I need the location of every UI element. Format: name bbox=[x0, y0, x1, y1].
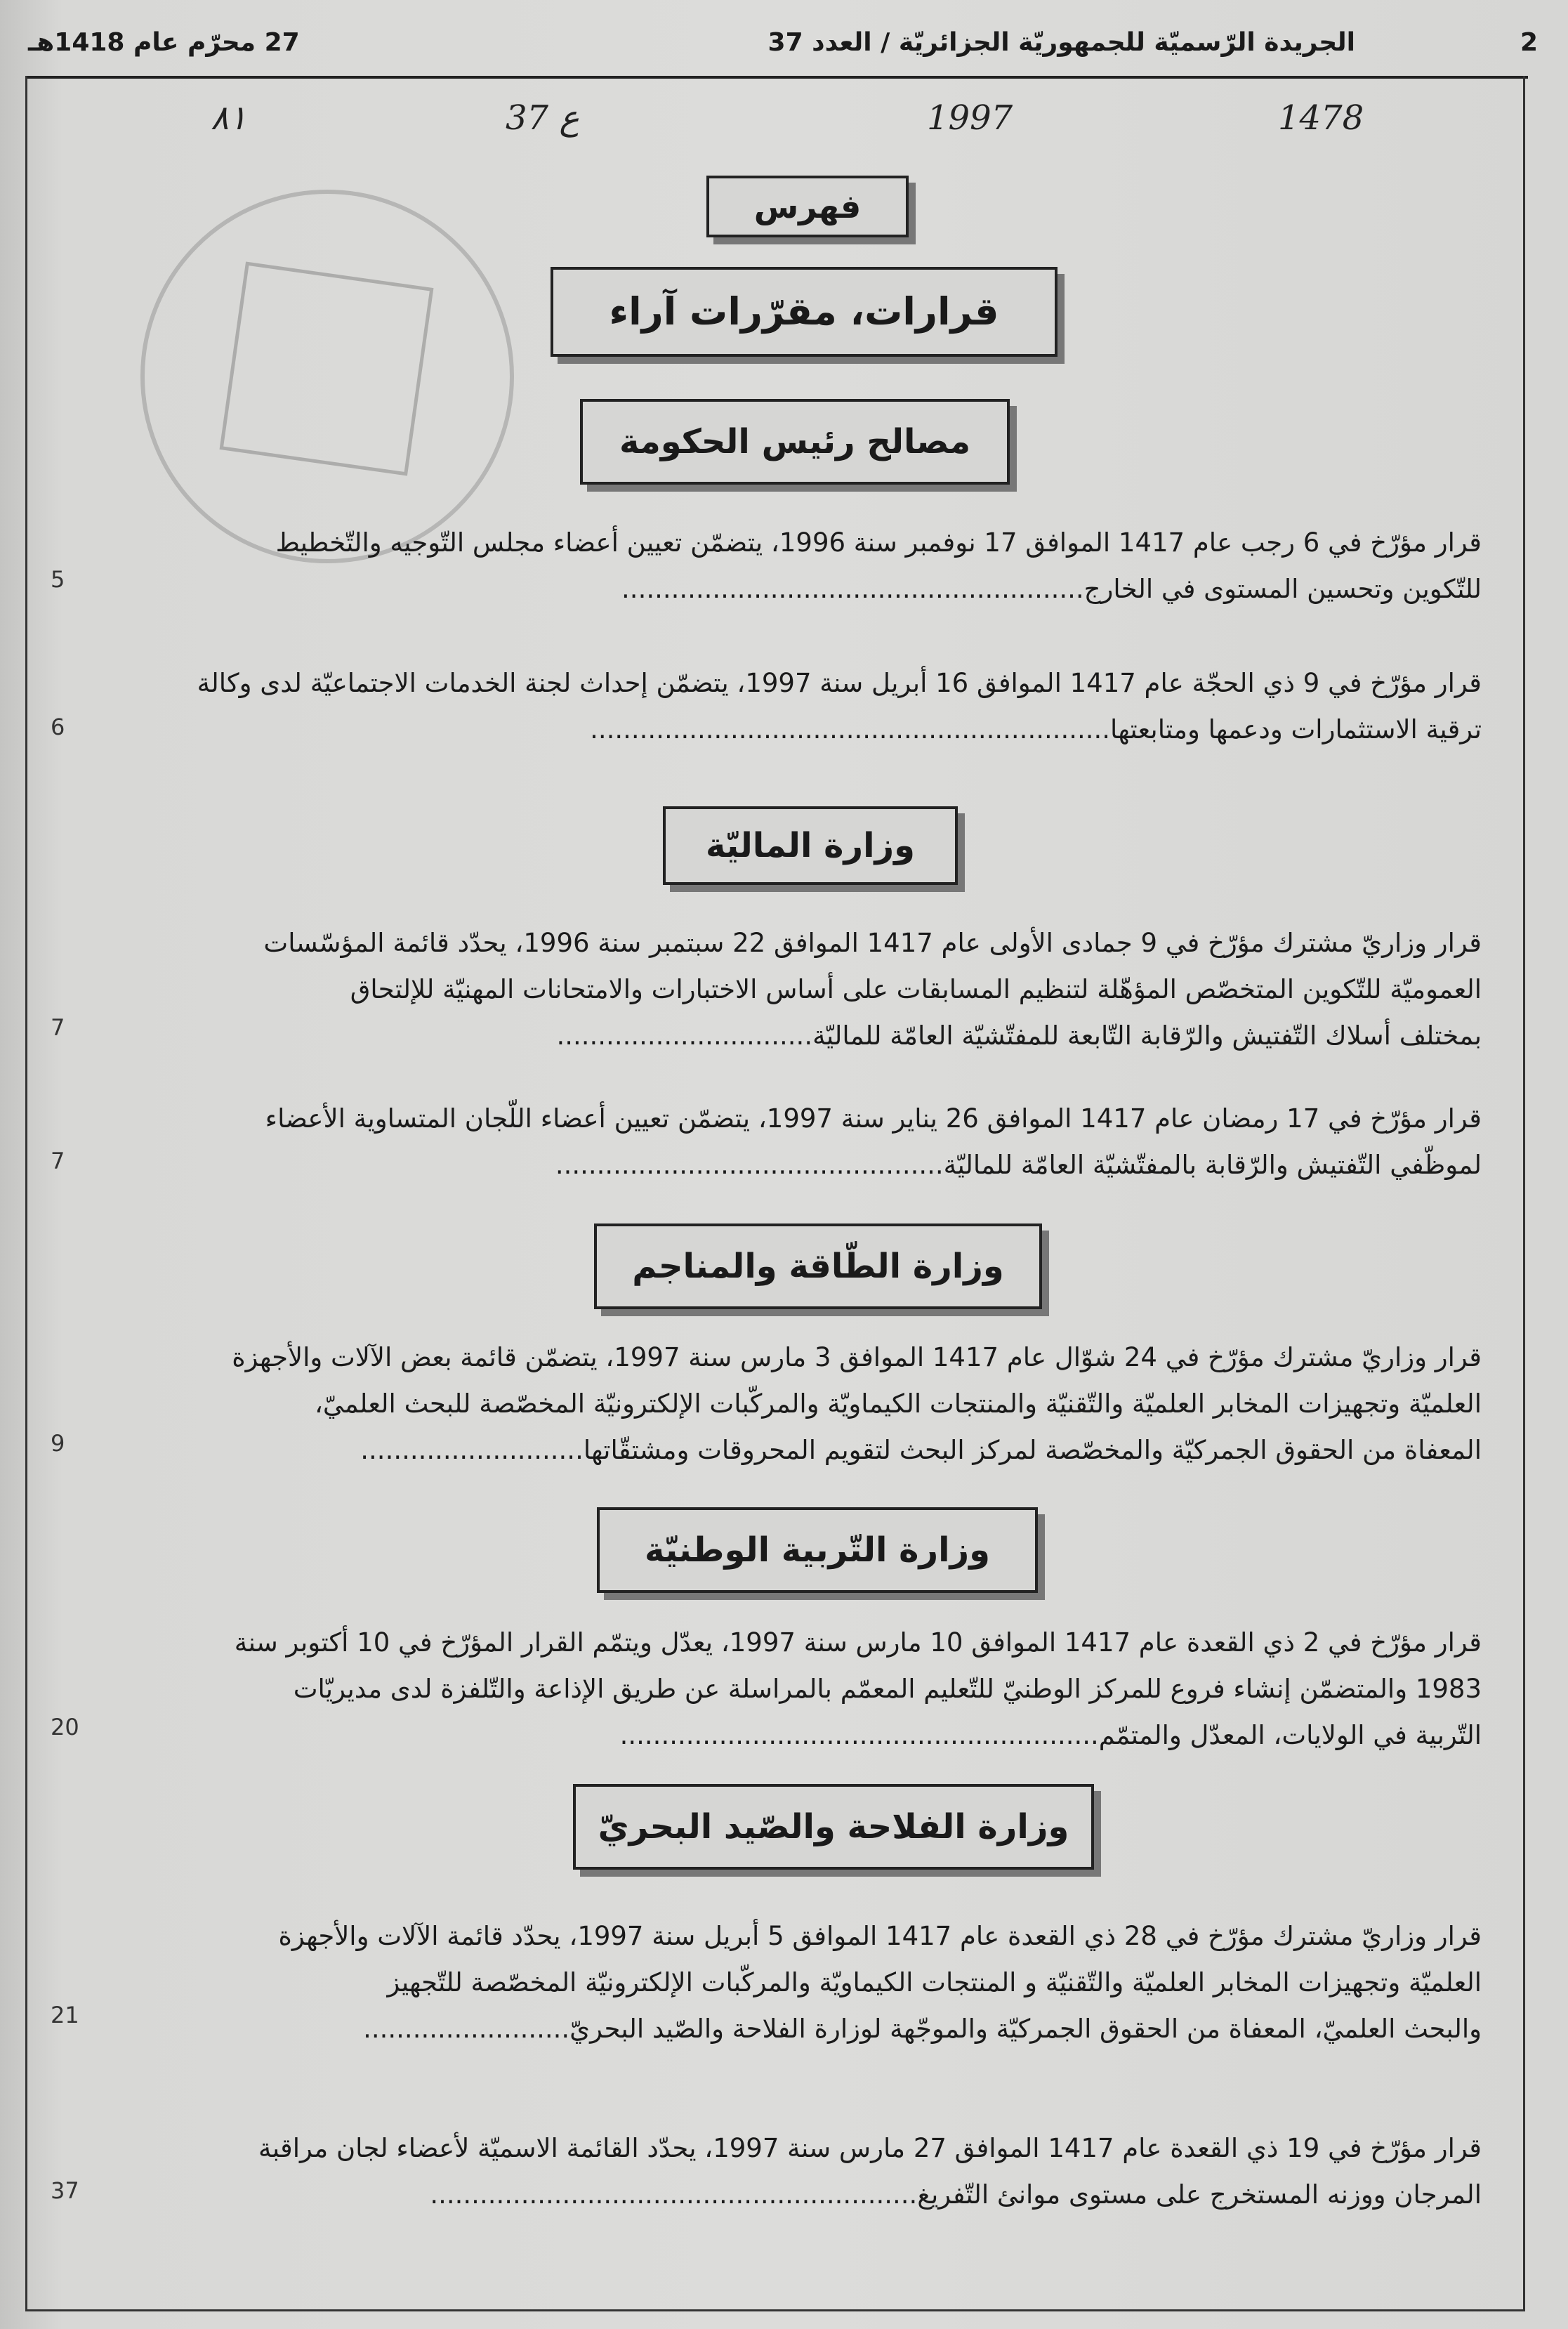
entry-line: المعفاة من الحقوق الجمركيّة والمخصّصة لمركز البحث لتقويم المحروقات ومشتقّاتها........................... bbox=[360, 1435, 1482, 1465]
entry-line: بمختلف أسلاك التّفتيش والرّقابة التّابعة للمفتّشيّة العامّة للماليّة............................... bbox=[556, 1021, 1482, 1051]
entry-page-number: 20 bbox=[51, 1714, 79, 1740]
entry-line: قرار وزاريّ مشترك مؤرّخ في 28 ذي القعدة عام 1417 الموافق 5 أبريل سنة 1997، يحدّد قائمة الآلات والأجهزة bbox=[278, 1921, 1482, 1951]
entry-line: والبحث العلميّ، المعفاة من الحقوق الجمركيّة والموجّهة لوزارة الفلاحة والصّيد البحريّ......................... bbox=[363, 2014, 1482, 2044]
entry-page-number: 5 bbox=[51, 566, 65, 593]
entry-line: ترقية الاستثمارات ودعمها ومتابعتها............................................................... bbox=[590, 714, 1482, 744]
entry-page-number: 6 bbox=[51, 714, 65, 740]
entry-line: قرار مؤرّخ في 2 ذي القعدة عام 1417 الموافق 10 مارس سنة 1997، يعدّل ويتمّم القرار المؤرّخ في 10 أكتوبر سنة bbox=[234, 1627, 1482, 1658]
toc-entry bbox=[133, 920, 1482, 1059]
entry-page-number: 7 bbox=[51, 1148, 65, 1174]
entry-page-number: 37 bbox=[51, 2177, 79, 2204]
section-title: وزارة الفلاحة والصّيد البحريّ bbox=[598, 1807, 1069, 1846]
handwritten-year: 1997 bbox=[927, 98, 1013, 138]
entry-line: قرار مؤرّخ في 19 ذي القعدة عام 1417 الموافق 27 مارس سنة 1997، يحدّد القائمة الاسميّة لأعضاء لجان مراقبة bbox=[258, 2133, 1482, 2163]
issue-date: 27 محرّم عام 1418هـ bbox=[28, 28, 300, 57]
entry-line: العلميّة وتجهيزات المخابر العلميّة والتّقنيّة و المنتجات الكيماويّة والمركّبات الإلكترونيّة المخصّصة للتّجهيز bbox=[387, 1967, 1482, 1997]
toc-title-box bbox=[706, 176, 909, 237]
main-heading-box bbox=[551, 267, 1058, 357]
toc-title: فهرس bbox=[753, 188, 862, 225]
toc-entry bbox=[133, 2125, 1482, 2218]
section-title-box bbox=[597, 1507, 1038, 1593]
section-title-box bbox=[573, 1784, 1094, 1870]
entry-page-number: 7 bbox=[51, 1014, 65, 1041]
section-title: وزارة الطّاقة والمناجم bbox=[632, 1247, 1004, 1286]
entry-line: العلميّة وتجهيزات المخابر العلميّة والتّقنيّة والمنتجات الكيماويّة والمركّبات الإلكترونيّة المخصّصة للبحث العلميّ، bbox=[314, 1389, 1482, 1419]
entry-line: لموظّفي التّفتيش والرّقابة بالمفتّشيّة العامّة للماليّة............................................... bbox=[555, 1150, 1482, 1180]
toc-entry bbox=[133, 1620, 1482, 1759]
section-title-box bbox=[580, 399, 1010, 485]
section-title: وزارة التّربية الوطنيّة bbox=[644, 1530, 991, 1570]
toc-entry bbox=[133, 1913, 1482, 2052]
section-title-box bbox=[663, 806, 958, 885]
page-number: 2 bbox=[1520, 28, 1538, 57]
section-title: وزارة الماليّة bbox=[705, 826, 915, 865]
toc-entry bbox=[133, 660, 1482, 753]
entry-line: العموميّة للتّكوين المتخصّص المؤهّلة لتنظيم المسابقات على أساس الاختبارات والامتحانات المهنيّة للإلتحاق bbox=[350, 974, 1482, 1004]
entry-line: التّربية في الولايات، المعدّل والمتمّم.......................................................... bbox=[619, 1720, 1482, 1750]
entry-line: قرار مؤرّخ في 6 رجب عام 1417 الموافق 17 نوفمبر سنة 1996، يتضمّن تعيين أعضاء مجلس التّوجيه والتّخطيط bbox=[275, 527, 1482, 558]
section-title: مصالح رئيس الحكومة bbox=[619, 422, 971, 461]
toc-entry bbox=[133, 520, 1482, 612]
entry-line: 1983 والمتضمّن إنشاء فروع للمركز الوطنيّ للتّعليم المعمّم بالمراسلة عن طريق الإذاعة والتّلفزة لدى مديريّات bbox=[293, 1674, 1482, 1704]
toc-entry bbox=[133, 1096, 1482, 1188]
handwritten-code: 1478 bbox=[1278, 98, 1364, 138]
journal-title: الجريدة الرّسميّة للجمهوريّة الجزائريّة / العدد 37 bbox=[767, 28, 1355, 57]
page-header bbox=[28, 28, 1538, 73]
entry-line: قرار وزاريّ مشترك مؤرّخ في 9 جمادى الأولى عام 1417 الموافق 22 سبتمبر سنة 1996، يحدّد قائمة المؤسّسات bbox=[263, 928, 1482, 958]
entry-page-number: 21 bbox=[51, 2002, 79, 2028]
entry-line: قرار مؤرّخ في 17 رمضان عام 1417 الموافق 26 يناير سنة 1997، يتضمّن تعيين أعضاء اللّجان المتساوية الأعضاء bbox=[265, 1103, 1482, 1134]
entry-line: المرجان ووزنه المستخرج على مستوى موانئ التّفريغ........................................................... bbox=[430, 2179, 1482, 2210]
entry-line: قرار وزاريّ مشترك مؤرّخ في 24 شوّال عام 1417 الموافق 3 مارس سنة 1997، يتضمّن قائمة بعض الآلات والأجهزة bbox=[232, 1342, 1482, 1372]
entry-page-number: 9 bbox=[51, 1430, 65, 1457]
entry-line: قرار مؤرّخ في 9 ذي الحجّة عام 1417 الموافق 16 أبريل سنة 1997، يتضمّن إحداث لجنة الخدمات الاجتماعيّة لدى وكالة bbox=[197, 668, 1482, 698]
handwritten-issue: 37 ع bbox=[506, 98, 579, 138]
section-title-box bbox=[594, 1223, 1042, 1309]
toc-entry bbox=[133, 1334, 1482, 1474]
handwritten-number: ٨١ bbox=[211, 98, 247, 138]
main-heading: قرارات، مقرّرات آراء bbox=[609, 289, 999, 334]
stamp-seal bbox=[220, 262, 434, 476]
entry-line: للتّكوين وتحسين المستوى في الخارج........................................................ bbox=[621, 574, 1482, 604]
